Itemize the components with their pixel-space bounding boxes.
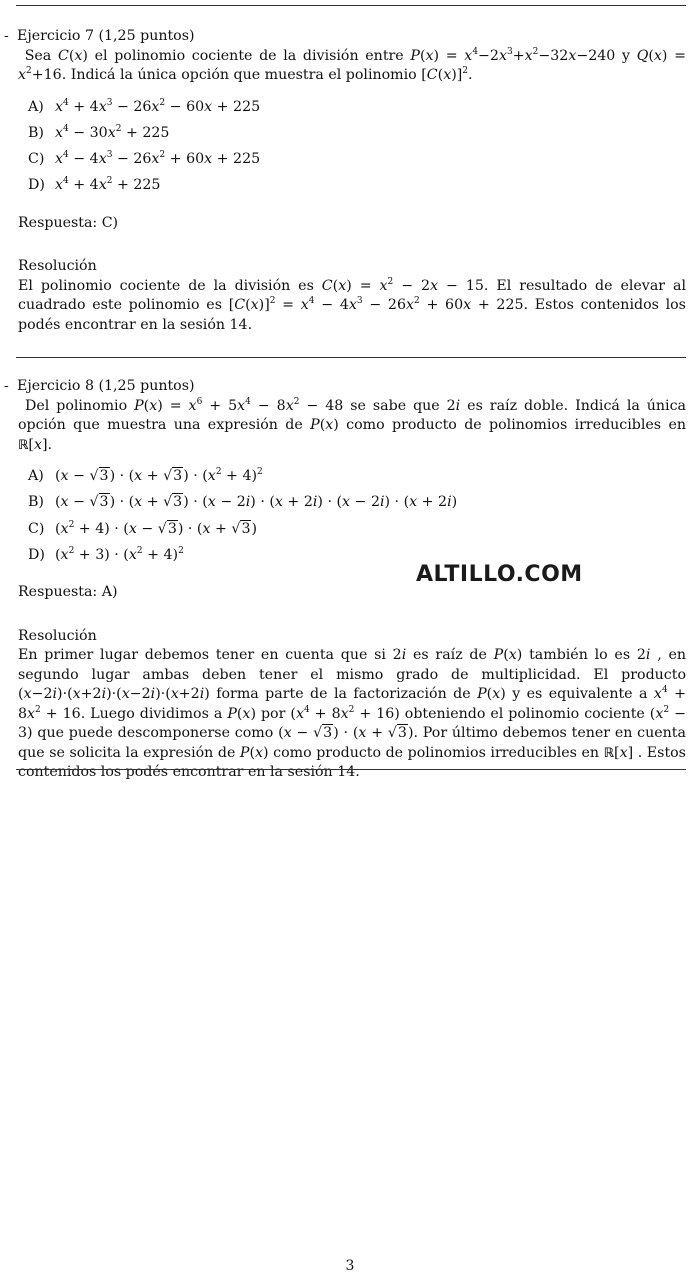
exercise-title: Ejercicio 7 (1,25 puntos) [17,28,195,44]
answer: Respuesta: C) [18,214,119,231]
option-d[interactable]: D) $x^4 + 4x^2 + 225$ [28,176,161,194]
option-c[interactable]: C) $x^4 - 4x^3 - 26x^2 + 60x + 225$ [28,150,261,168]
options-list [28,97,686,202]
exercise-statement: Del polinomio $P(x) = x^6 + 5x^4 - 8x^2 - 48$ se sabe que 2i es raíz doble. Indicá la única opción que muestra una expresión de P(x) como producto de polinomios irreducibles en ℝ[x]. [18,396,686,453]
answer: Respuesta: A) [18,584,118,601]
option-c[interactable]: C) $(x^2 + 4) \cdot (x - √3) \cdot (x + √3)$ [28,519,258,537]
bottom-rule [16,769,686,770]
option-a[interactable]: A) $(x - √3) \cdot (x + √3) \cdot (x^2 + 4)^2$ [28,467,263,484]
option-b[interactable]: B) $x^4 - 30x^2 + 225$ [28,123,170,141]
section-divider [16,357,686,358]
option-b[interactable]: B) (x − √3) · (x + √3) · (x − 2i) · (x + 2i) · (x − 2i) · (x + 2i) [28,494,458,511]
option-d[interactable]: D) $(x^2 + 3) \cdot (x^2 + 4)^2$ [28,545,184,563]
exercise-7 [4,27,686,335]
bullet-dash: - [4,378,9,394]
options-list [28,466,686,571]
watermark-logo: ALTILLO.COM [416,562,583,587]
bullet-dash: - [4,28,9,44]
exercise-8 [4,377,686,783]
top-rule [16,5,686,6]
option-a[interactable]: A) $x^4 + 4x^3 - 26x^2 - 60x + 225$ [28,97,261,115]
page-number: 3 [345,1258,355,1274]
resolution-text: El polinomio cociente de la división es $C(x) = x^2 - 2x - 15$. El resultado de elevar al cuadrado este polinomio es $[C(x)]^2 = x^4 - 4x^3 - 26x^2 + 60x + 225$. Estos contenidos los podés encontrar en la sesión 14. [18,276,686,333]
exercise-title: Ejercicio 8 (1,25 puntos) [17,378,195,394]
exercise-statement: Sea C(x) el polinomio cociente de la división entre $P(x) = x^4-2x^3+x^2-32x-240$ y $Q(x) = x^2+16$. Indicá la única opción que muestra el polinomio $[C(x)]^2$. [18,46,686,83]
resolution-title: Resolución [18,258,97,275]
resolution-text: En primer lugar debemos tener en cuenta que si 2i es raíz de P(x) también lo es 2i , en segundo lugar ambas deben tener el mismo grado de multiplicidad. El producto (x−2i)·(x+2i)·(x−2i)·(x+2i) forma parte de la factorización de P(x) y es equivalente a $x^4 + 8x^2 + 16$. Luego dividimos a P(x) por $(x^4 + 8x^2 + 16)$ obteniendo el polinomio cociente $(x^2 - 3)$ que puede descomponerse como (x − √3) · (x + √3). Por último debemos tener en cuenta que se solicita la expresión de P(x) como producto de polinomios irreducibles en ℝ[x] . Estos contenidos los podés encontrar en la sesión 14. [18,647,687,781]
resolution-title: Resolución [18,627,97,644]
